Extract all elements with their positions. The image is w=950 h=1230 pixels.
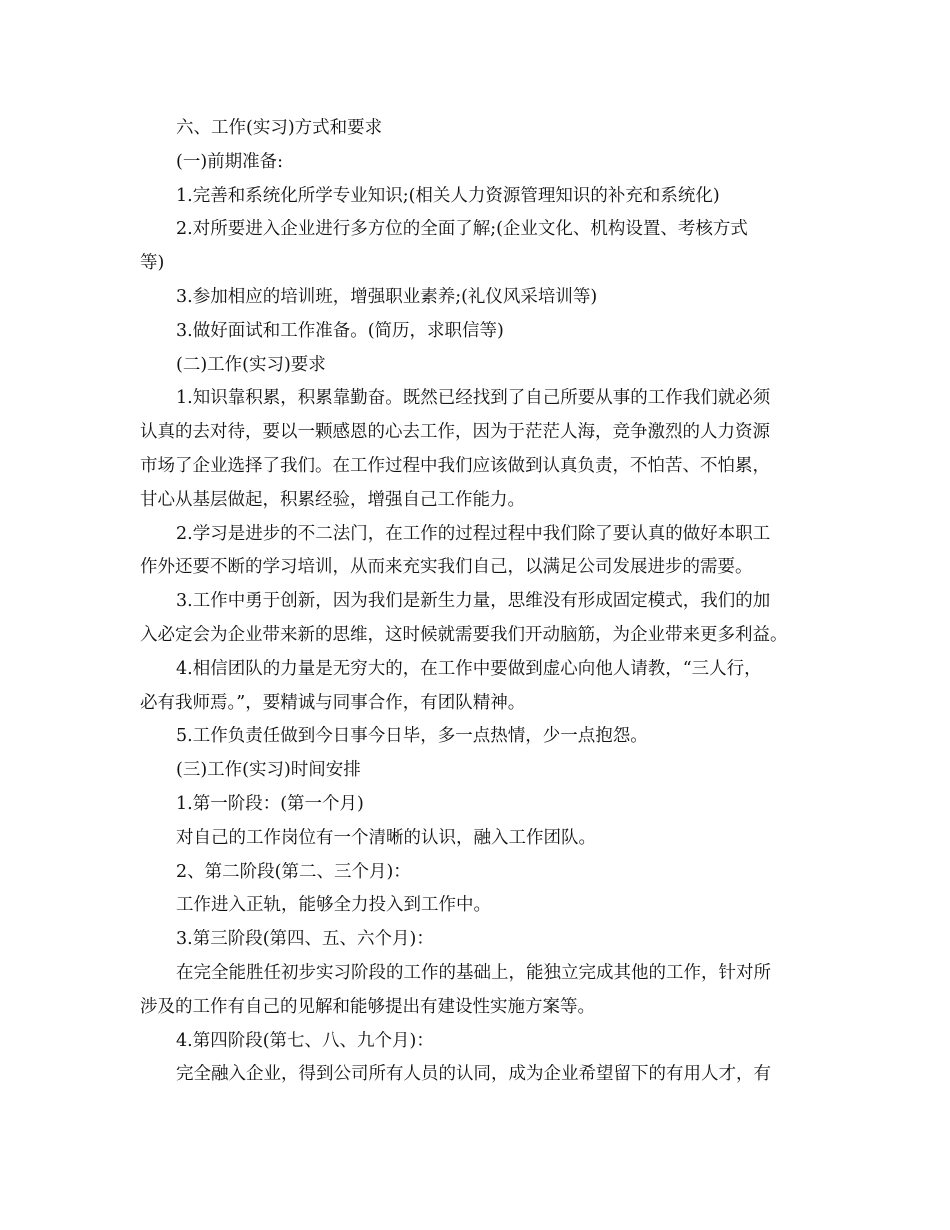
text-line: (三)工作(实习)时间安排 bbox=[176, 760, 361, 781]
text-line: 认真的去对待，要以一颗感恩的心去工作，因为于茫茫人海，竞争激烈的人力资源 bbox=[140, 422, 770, 443]
text-line: 入必定会为企业带来新的思维，这时候就需要我们开动脑筋，为企业带来更多利益。 bbox=[140, 624, 788, 645]
text-line: 完全融入企业，得到公司所有人员的认同，成为企业希望留下的有用人才，有 bbox=[176, 1064, 771, 1085]
document-body bbox=[140, 112, 822, 1092]
text-line: 必有我师焉。”，要精诚与同事合作，有团队精神。 bbox=[140, 692, 526, 713]
text-line: 3.第三阶段(第四、五、六个月)： bbox=[176, 929, 434, 950]
text-line: 1.完善和系统化所学专业知识;(相关人力资源管理知识的补充和系统化) bbox=[176, 185, 720, 206]
text-line: 3.做好面试和工作准备。(简历，求职信等) bbox=[176, 320, 504, 341]
text-line: 工作进入正轨，能够全力投入到工作中。 bbox=[176, 895, 491, 916]
text-line: 4.第四阶段(第七、八、九个月)： bbox=[176, 1030, 434, 1051]
text-line: 3.参加相应的培训班，增强职业素养;(礼仪风采培训等) bbox=[176, 286, 598, 307]
text-line: 1.第一阶段：(第一个月) bbox=[176, 793, 364, 814]
text-line: 3.工作中勇于创新，因为我们是新生力量，思维没有形成固定模式，我们的加 bbox=[176, 591, 771, 612]
text-line: 5.工作负责任做到今日事今日毕，多一点热情，少一点抱怨。 bbox=[176, 726, 648, 747]
text-line: 2.学习是进步的不二法门，在工作的过程过程中我们除了要认真的做好本职工 bbox=[176, 523, 771, 544]
text-line: 1.知识靠积累，积累靠勤奋。既然已经找到了自己所要从事的工作我们就必须 bbox=[176, 388, 771, 409]
text-line: (一)前期准备: bbox=[176, 151, 284, 172]
text-line: 2.对所要进入企业进行多方位的全面了解;(企业文化、机构设置、考核方式 bbox=[176, 219, 748, 240]
text-line: 在完全能胜任初步实习阶段的工作的基础上，能独立完成其他的工作，针对所 bbox=[176, 962, 771, 983]
text-line: 4.相信团队的力量是无穷大的，在工作中要做到虚心向他人请教，“三人行， bbox=[176, 658, 762, 679]
text-line: 对自己的工作岗位有一个清晰的认识，融入工作团队。 bbox=[176, 827, 596, 848]
text-line: 市场了企业选择了我们。在工作过程中我们应该做到认真负责，不怕苦、不怕累， bbox=[140, 455, 770, 476]
text-line: 2、第二阶段(第二、三个月)： bbox=[176, 861, 411, 882]
text-line: 六、工作(实习)方式和要求 bbox=[176, 118, 383, 138]
text-line: (二)工作(实习)要求 bbox=[176, 354, 326, 375]
text-line: 涉及的工作有自己的见解和能够提出有建设性实施方案等。 bbox=[140, 996, 595, 1017]
text-line: 等) bbox=[140, 253, 165, 274]
text-line: 作外还要不断的学习培训，从而来充实我们自己，以满足公司发展进步的需要。 bbox=[140, 557, 753, 578]
text-line: 甘心从基层做起，积累经验，增强自己工作能力。 bbox=[140, 489, 525, 510]
